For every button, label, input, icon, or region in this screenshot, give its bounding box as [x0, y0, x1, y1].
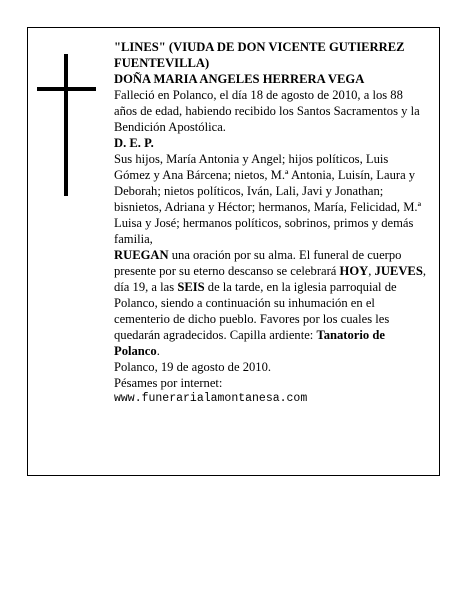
- rip-line: D. E. P.: [114, 136, 154, 150]
- cross-icon: [64, 54, 68, 196]
- hour-text: SEIS: [177, 280, 205, 294]
- comma-text: ,: [368, 264, 375, 278]
- obituary-text: [114, 39, 427, 407]
- deceased-name: DOÑA MARIA ANGELES HERRERA VEGA: [114, 72, 365, 86]
- death-notice: Falleció en Polanco, el día 18 de agosto de 2010, a los 88 años de edad, habiendo recibido los Santos Sacramentos y la Bendición Apostólica.: [114, 88, 420, 134]
- funeral-text-3: de la tarde, en la iglesia parroquial de Polanco, siendo a continuación su inhumación en el cementerio de dicho pueblo. Favores por los cuales les quedarán agradecidos. Capilla ardiente:: [114, 280, 397, 342]
- place-date: Polanco, 19 de agosto de 2010.: [114, 360, 272, 374]
- period-text: .: [156, 344, 160, 358]
- alias-line: "LINES" (VIUDA DE DON VICENTE GUTIERREZ FUENTEVILLA): [114, 40, 405, 70]
- day-text: HOY: [339, 264, 369, 278]
- family-list: Sus hijos, María Antonia y Angel; hijos políticos, Luis Gómez y Ana Bárcena; nietos, M.ª Antonia, Luisín, Laura y Deborah; nietos políticos, Iván, Lali, Javi y Jonathan; bisnietos, Adriana y Héctor; hermanos, María, Felicidad, M.ª Luisa y José; hermanos políticos, sobrinos, primos y demás familia,: [114, 152, 422, 246]
- chapel-name: Tanatorio de Polanco: [114, 328, 385, 358]
- condolences-label: Pésames por internet:: [114, 376, 223, 390]
- funeral-details: [114, 247, 427, 359]
- weekday-text: JUEVES: [374, 264, 423, 278]
- ruegan-text: RUEGAN: [114, 248, 169, 262]
- funeral-text-2: , día 19, a las: [114, 264, 426, 294]
- cross-bar: [37, 87, 96, 91]
- funeral-text-1: una oración por su alma. El funeral de cuerpo presente por su eterno descanso se celebrará: [114, 248, 402, 278]
- website-link[interactable]: www.funerarialamontanesa.com: [114, 392, 308, 405]
